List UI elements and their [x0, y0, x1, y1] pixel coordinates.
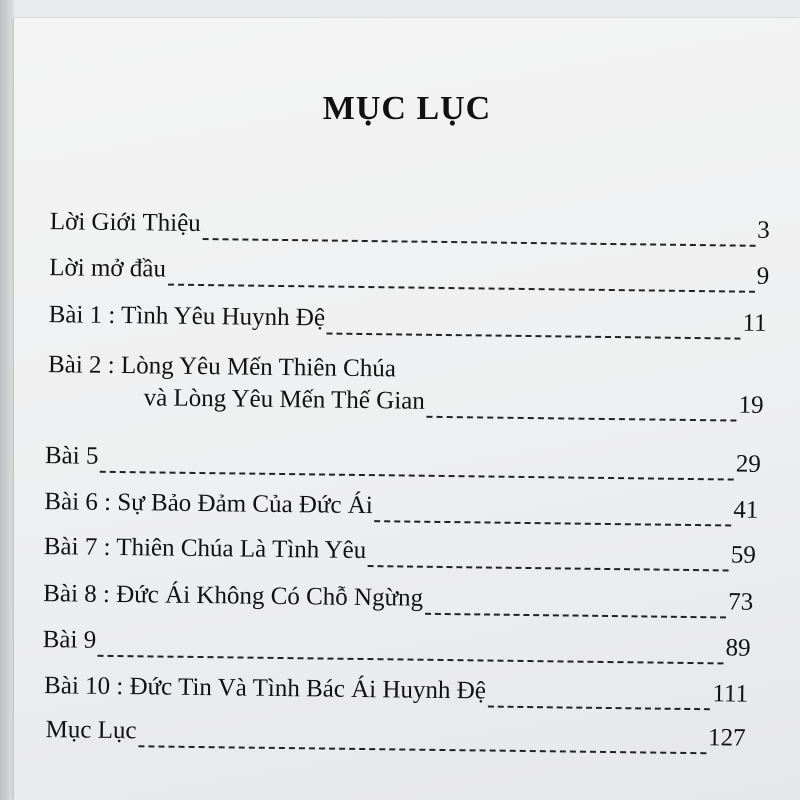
toc-entry-label: Lời mở đầu — [49, 254, 167, 283]
toc-entry-page: 29 — [735, 450, 762, 478]
toc-entry-bai-6 — [44, 486, 758, 527]
toc-entry-label: Bài 8 : Đức Ái Không Có Chỗ Ngừng — [43, 580, 424, 612]
dot-leader — [100, 449, 734, 481]
dot-leader — [327, 311, 741, 340]
toc-entry-label: Bài 7 : Thiên Chúa Là Tình Yêu — [43, 533, 367, 565]
dot-leader — [98, 633, 724, 665]
dot-leader — [168, 262, 755, 293]
toc-entry-page: 127 — [707, 724, 746, 752]
toc-entry-bai-10 — [44, 670, 748, 711]
toc-entry-label-continuation: và Lòng Yêu Mến Thế Gian — [143, 384, 425, 415]
toc-entry-bai-7 — [44, 531, 756, 572]
page-title: MỤC LỤC — [322, 90, 492, 127]
toc-entry-label: Bài 9 — [42, 626, 97, 654]
toc-entry-label: Bài 10 : Đức Tin Và Tình Bác Ái Huynh Đệ — [43, 672, 487, 705]
dot-leader — [425, 591, 726, 619]
toc-entry-bai-8 — [43, 578, 753, 619]
toc-entry-bai-1 — [48, 299, 766, 340]
book-page — [14, 18, 800, 800]
toc-entry-page: 111 — [712, 680, 749, 708]
book-spine-edge — [0, 0, 14, 800]
dot-leader — [203, 216, 756, 247]
toc-entry-page: 11 — [742, 309, 767, 337]
toc-entry-label: Lời Giới Thiệu — [49, 208, 201, 237]
toc-entry-page: 89 — [725, 634, 751, 662]
dot-leader — [488, 684, 711, 711]
dot-leader — [375, 498, 732, 526]
toc-entry-page: 9 — [756, 262, 770, 290]
toc-entry-label: Mục Lục — [45, 716, 137, 745]
dot-leader — [368, 543, 729, 571]
toc-entry-page: 73 — [728, 588, 754, 616]
toc-entry-page: 59 — [730, 541, 756, 569]
toc-entry-label: Bài 6 : Sự Bảo Đảm Của Đức Ái — [44, 488, 373, 520]
toc-entry-bai-2 — [47, 349, 764, 422]
toc-entry-page: 41 — [733, 496, 759, 524]
toc-entry-label: Bài 1 : Tình Yêu Huynh Đệ — [48, 301, 326, 332]
toc-entry-label: Bài 2 : Lòng Yêu Mến Thiên Chúa — [47, 351, 397, 383]
toc-entry-page: 3 — [757, 216, 770, 244]
toc-entry-label: Bài 5 — [44, 442, 99, 470]
toc-entry-bai-9 — [43, 624, 751, 665]
toc-entry-page: 19 — [738, 391, 764, 419]
dot-leader — [427, 394, 737, 422]
toc-entry-loi-gioi-thieu — [50, 206, 770, 247]
toc-entry-muc-luc — [45, 714, 745, 755]
table-of-contents — [38, 206, 774, 752]
dot-leader — [138, 723, 706, 754]
toc-entry-bai-5 — [45, 440, 761, 481]
toc-entry-loi-mo-dau — [49, 252, 769, 293]
